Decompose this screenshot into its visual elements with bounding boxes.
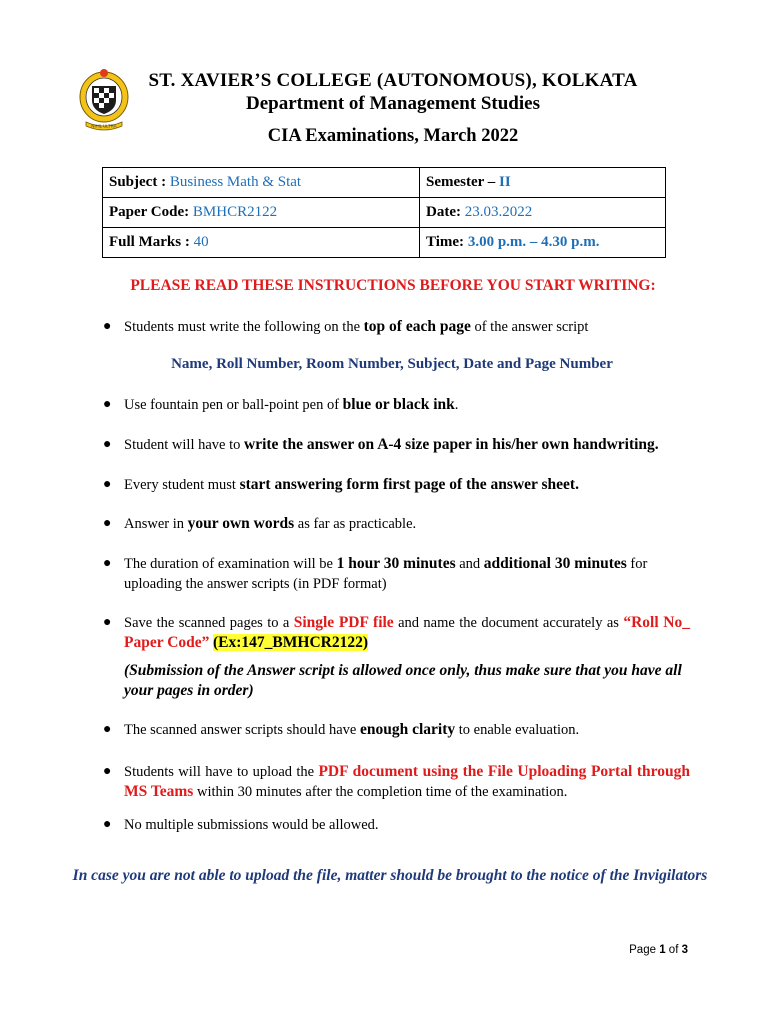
paper-code-cell: Paper Code: BMHCR2122 [103, 198, 420, 228]
filename-example: (Ex:147_BMHCR2122) [213, 634, 369, 651]
full-marks-value: 40 [193, 234, 209, 250]
bullet-icon: ● [103, 477, 112, 492]
exam-title: CIA Examinations, March 2022 [267, 126, 519, 146]
bullet-icon: ● [103, 817, 112, 832]
exam-info-table [102, 167, 666, 258]
svg-text:NIHIL ULTRA: NIHIL ULTRA [91, 123, 117, 129]
time-value: 3.00 p.m. – 4.30 p.m. [467, 234, 600, 250]
time-cell: Time: 3.00 p.m. – 4.30 p.m. [420, 228, 666, 258]
list-item: ● Students must write the following on the top of each page of the answer script [103, 318, 589, 335]
table-row [103, 228, 666, 258]
list-item: ● Save the scanned pages to a Single PDF file and name the document accurately as “Roll No_ Paper Code” (Ex:147_BMHCR2122) [103, 614, 690, 651]
full-marks-cell: Full Marks : 40 [103, 228, 420, 258]
list-item: ● Answer in your own words as far as practicable. [103, 515, 417, 532]
bullet-icon: ● [103, 319, 112, 334]
date-value: 23.03.2022 [464, 204, 533, 220]
paper-code-value: BMHCR2122 [192, 204, 278, 220]
department-name: Department of Management Studies [246, 93, 540, 114]
required-details-line: Name, Roll Number, Room Number, Subject, Date and Page Number [171, 356, 613, 372]
bullet-icon: ● [103, 556, 112, 571]
bullet-icon: ● [103, 722, 112, 737]
bullet-icon: ● [103, 437, 112, 452]
subject-value: Business Math & Stat [169, 174, 302, 190]
instructions-heading: PLEASE READ THESE INSTRUCTIONS BEFORE YOU START WRITING: [130, 277, 656, 294]
list-item: ● Student will have to write the answer on A-4 size paper in his/her own handwriting. [103, 436, 659, 453]
bullet-icon: ● [103, 615, 112, 630]
bullet-icon: ● [103, 516, 112, 531]
list-item: ● No multiple submissions would be allowed. [103, 817, 379, 833]
list-item: ● The scanned answer scripts should have enough clarity to enable evaluation. [103, 721, 580, 738]
subject-cell: Subject : Business Math & Stat [103, 168, 420, 198]
semester-cell: Semester – II [420, 168, 666, 198]
list-item: ● Use fountain pen or ball-point pen of blue or black ink. [103, 396, 459, 413]
bullet-icon: ● [103, 397, 112, 412]
upload-failure-note: In case you are not able to upload the file, matter should be brought to the notice of the Invigilators [72, 867, 708, 884]
table-row [103, 198, 666, 228]
page-number: Page 1 of 3 [629, 944, 688, 956]
college-name: ST. XAVIER’S COLLEGE (AUTONOMOUS), KOLKATA [148, 70, 638, 91]
bullet-icon: ● [103, 764, 112, 779]
date-cell: Date: 23.03.2022 [420, 198, 666, 228]
list-item: ● The duration of examination will be 1 hour 30 minutes and additional 30 minutes for uploading the answer scripts (in PDF format) [103, 555, 648, 592]
semester-value: II [499, 174, 511, 190]
submission-note: (Submission of the Answer script is allowed once only, thus make sure that you have all your pages in order) [124, 662, 682, 699]
list-item: ● Students will have to upload the PDF document using the File Uploading Portal through MS Teams within 30 minutes after the completion time of the examination. [103, 763, 690, 800]
table-row [103, 168, 666, 198]
list-item: ● Every student must start answering form first page of the answer sheet. [103, 476, 579, 493]
